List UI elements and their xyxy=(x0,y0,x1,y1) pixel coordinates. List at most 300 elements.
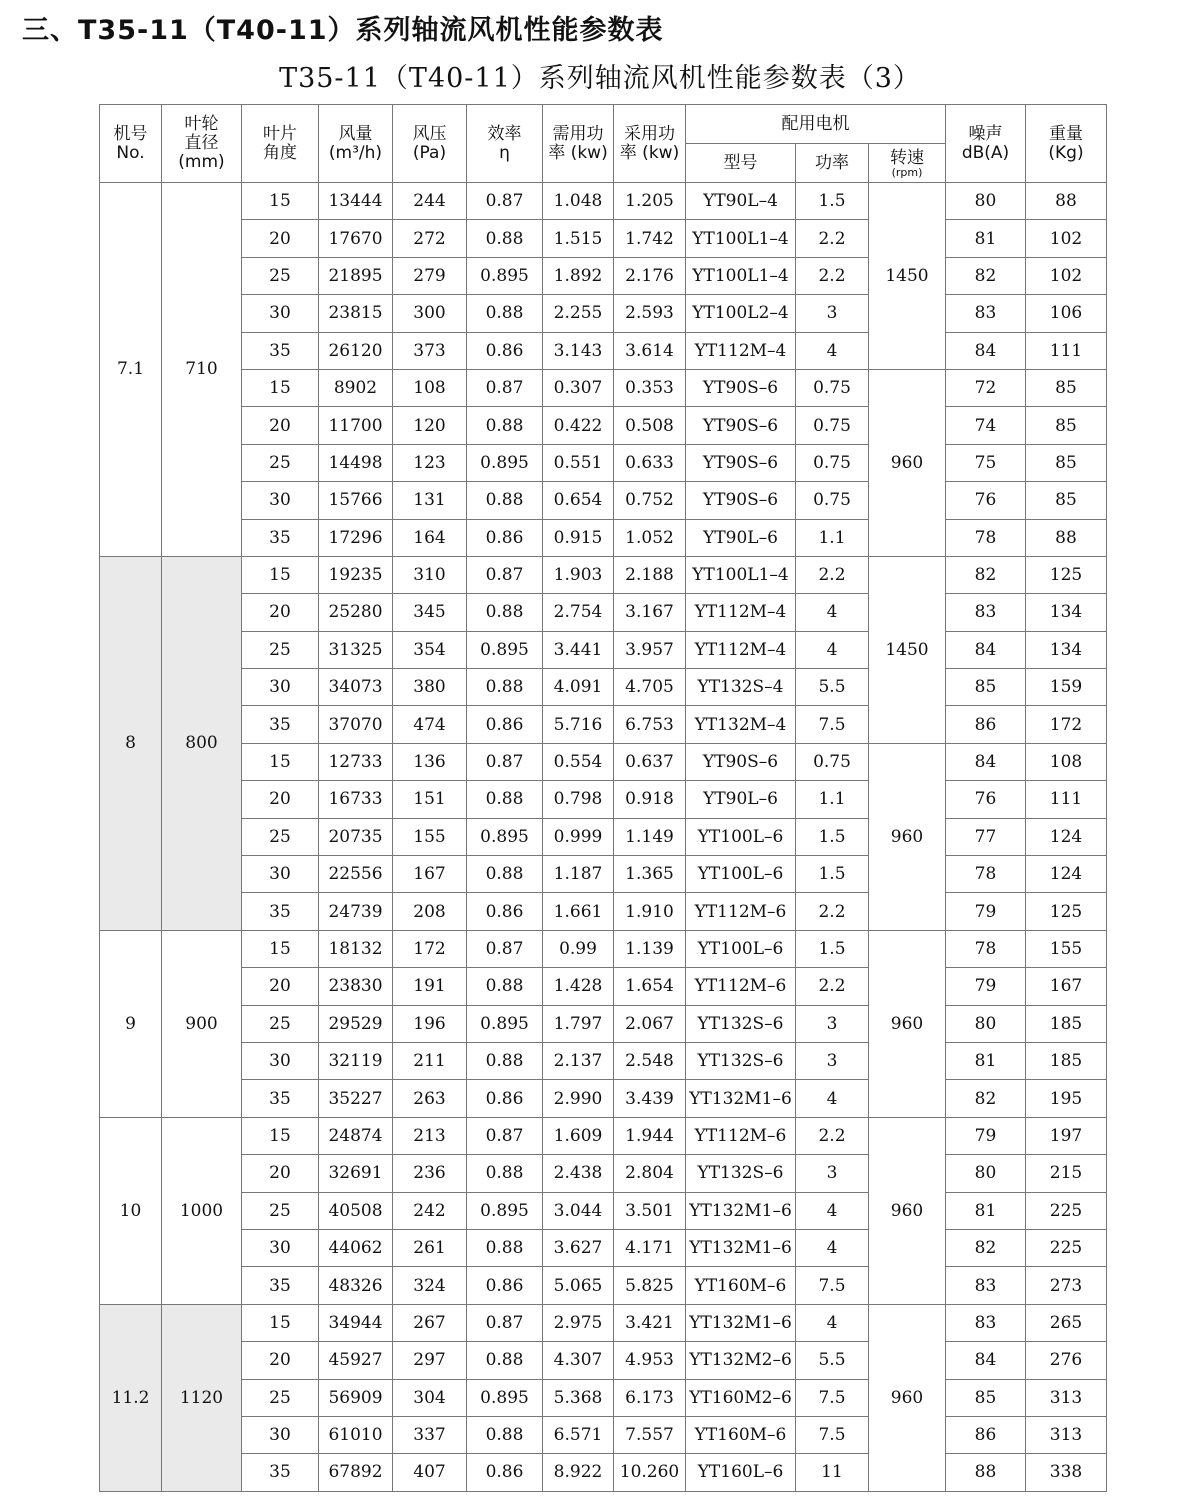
cell-pressure: 354 xyxy=(393,631,467,668)
table-row xyxy=(100,1454,1107,1491)
cell-blade-angle: 20 xyxy=(242,781,319,818)
cell-used-power: 3.957 xyxy=(614,631,686,668)
cell-motor-model: YT112M–4 xyxy=(686,332,796,369)
cell-used-power: 2.067 xyxy=(614,1005,686,1042)
cell-weight: 273 xyxy=(1026,1267,1107,1304)
cell-noise: 80 xyxy=(946,183,1026,220)
cell-motor-model: YT100L–6 xyxy=(686,856,796,893)
table-row xyxy=(100,1042,1107,1079)
cell-pressure: 407 xyxy=(393,1454,467,1491)
cell-machine-no: 7.1 xyxy=(100,183,162,557)
cell-blade-angle: 25 xyxy=(242,257,319,294)
cell-efficiency: 0.895 xyxy=(467,257,543,294)
cell-required-power: 0.554 xyxy=(543,743,614,780)
cell-air-flow: 34073 xyxy=(319,669,393,706)
cell-pressure: 297 xyxy=(393,1342,467,1379)
cell-pressure: 172 xyxy=(393,930,467,967)
cell-weight: 155 xyxy=(1026,930,1107,967)
cell-air-flow: 34944 xyxy=(319,1304,393,1341)
cell-air-flow: 25280 xyxy=(319,594,393,631)
cell-pressure: 213 xyxy=(393,1117,467,1154)
cell-noise: 76 xyxy=(946,482,1026,519)
cell-pressure: 244 xyxy=(393,183,467,220)
cell-used-power: 3.614 xyxy=(614,332,686,369)
cell-blade-angle: 15 xyxy=(242,556,319,593)
cell-used-power: 1.742 xyxy=(614,220,686,257)
cell-air-flow: 12733 xyxy=(319,743,393,780)
cell-air-flow: 40508 xyxy=(319,1192,393,1229)
cell-motor-speed: 1450 xyxy=(869,556,946,743)
cell-air-flow: 26120 xyxy=(319,332,393,369)
cell-pressure: 151 xyxy=(393,781,467,818)
cell-required-power: 2.255 xyxy=(543,295,614,332)
cell-pressure: 211 xyxy=(393,1042,467,1079)
cell-motor-power: 5.5 xyxy=(796,669,869,706)
cell-pressure: 279 xyxy=(393,257,467,294)
cell-used-power: 1.052 xyxy=(614,519,686,556)
cell-required-power: 6.571 xyxy=(543,1416,614,1453)
cell-used-power: 1.205 xyxy=(614,183,686,220)
table-row xyxy=(100,1342,1107,1379)
cell-used-power: 3.501 xyxy=(614,1192,686,1229)
cell-motor-power: 1.5 xyxy=(796,818,869,855)
cell-motor-model: YT132M1–6 xyxy=(686,1304,796,1341)
cell-required-power: 5.716 xyxy=(543,706,614,743)
cell-noise: 84 xyxy=(946,743,1026,780)
cell-motor-model: YT112M–4 xyxy=(686,631,796,668)
cell-used-power: 4.953 xyxy=(614,1342,686,1379)
cell-noise: 80 xyxy=(946,1155,1026,1192)
cell-weight: 265 xyxy=(1026,1304,1107,1341)
cell-weight: 197 xyxy=(1026,1117,1107,1154)
table-row xyxy=(100,1117,1107,1154)
cell-efficiency: 0.895 xyxy=(467,444,543,481)
cell-weight: 124 xyxy=(1026,818,1107,855)
cell-weight: 225 xyxy=(1026,1229,1107,1266)
cell-motor-speed: 960 xyxy=(869,930,946,1117)
cell-weight: 167 xyxy=(1026,968,1107,1005)
cell-pressure: 155 xyxy=(393,818,467,855)
table-row xyxy=(100,669,1107,706)
cell-air-flow: 17296 xyxy=(319,519,393,556)
cell-motor-power: 3 xyxy=(796,1005,869,1042)
cell-required-power: 8.922 xyxy=(543,1454,614,1491)
cell-efficiency: 0.88 xyxy=(467,1155,543,1192)
cell-motor-power: 4 xyxy=(796,1304,869,1341)
table-header xyxy=(100,105,1107,183)
cell-blade-angle: 20 xyxy=(242,407,319,444)
cell-weight: 338 xyxy=(1026,1454,1107,1491)
cell-used-power: 0.633 xyxy=(614,444,686,481)
cell-used-power: 4.705 xyxy=(614,669,686,706)
cell-required-power: 1.661 xyxy=(543,893,614,930)
table-row xyxy=(100,556,1107,593)
cell-motor-power: 7.5 xyxy=(796,1267,869,1304)
cell-used-power: 7.557 xyxy=(614,1416,686,1453)
header-noise: 噪声 dB(A) xyxy=(946,105,1026,183)
cell-noise: 79 xyxy=(946,893,1026,930)
cell-required-power: 3.044 xyxy=(543,1192,614,1229)
cell-blade-angle: 25 xyxy=(242,631,319,668)
cell-weight: 85 xyxy=(1026,369,1107,406)
cell-pressure: 131 xyxy=(393,482,467,519)
cell-pressure: 310 xyxy=(393,556,467,593)
cell-noise: 88 xyxy=(946,1454,1026,1491)
header-motor-model: 型号 xyxy=(686,144,796,183)
table-row xyxy=(100,183,1107,220)
header-air-flow: 风量 (m³/h) xyxy=(319,105,393,183)
cell-pressure: 337 xyxy=(393,1416,467,1453)
cell-noise: 85 xyxy=(946,1379,1026,1416)
table-row xyxy=(100,968,1107,1005)
cell-motor-model: YT132S–4 xyxy=(686,669,796,706)
cell-machine-no: 9 xyxy=(100,930,162,1117)
cell-weight: 85 xyxy=(1026,444,1107,481)
cell-blade-angle: 20 xyxy=(242,220,319,257)
cell-used-power: 3.439 xyxy=(614,1080,686,1117)
cell-motor-power: 0.75 xyxy=(796,369,869,406)
cell-machine-no: 10 xyxy=(100,1117,162,1304)
cell-impeller-diameter: 1000 xyxy=(162,1117,242,1304)
cell-noise: 78 xyxy=(946,519,1026,556)
cell-used-power: 0.918 xyxy=(614,781,686,818)
cell-motor-model: YT132M2–6 xyxy=(686,1342,796,1379)
cell-noise: 74 xyxy=(946,407,1026,444)
cell-efficiency: 0.87 xyxy=(467,743,543,780)
table-row xyxy=(100,1229,1107,1266)
cell-required-power: 0.99 xyxy=(543,930,614,967)
cell-weight: 125 xyxy=(1026,893,1107,930)
cell-efficiency: 0.88 xyxy=(467,295,543,332)
cell-air-flow: 13444 xyxy=(319,183,393,220)
header-efficiency: 效率 η xyxy=(467,105,543,183)
cell-motor-power: 4 xyxy=(796,332,869,369)
cell-noise: 84 xyxy=(946,1342,1026,1379)
table-row xyxy=(100,930,1107,967)
cell-used-power: 10.260 xyxy=(614,1454,686,1491)
cell-pressure: 261 xyxy=(393,1229,467,1266)
cell-noise: 80 xyxy=(946,1005,1026,1042)
cell-noise: 86 xyxy=(946,1416,1026,1453)
page-heading: 三、T35-11（T40-11）系列轴流风机性能参数表 xyxy=(22,15,664,46)
table-row xyxy=(100,369,1107,406)
cell-motor-model: YT112M–6 xyxy=(686,1117,796,1154)
cell-weight: 88 xyxy=(1026,519,1107,556)
cell-efficiency: 0.895 xyxy=(467,631,543,668)
cell-noise: 84 xyxy=(946,332,1026,369)
cell-efficiency: 0.88 xyxy=(467,1042,543,1079)
cell-efficiency: 0.88 xyxy=(467,407,543,444)
cell-motor-model: YT90S–6 xyxy=(686,369,796,406)
cell-air-flow: 8902 xyxy=(319,369,393,406)
cell-used-power: 0.637 xyxy=(614,743,686,780)
cell-air-flow: 35227 xyxy=(319,1080,393,1117)
cell-pressure: 300 xyxy=(393,295,467,332)
cell-weight: 276 xyxy=(1026,1342,1107,1379)
cell-motor-model: YT112M–6 xyxy=(686,893,796,930)
cell-blade-angle: 15 xyxy=(242,369,319,406)
table-row xyxy=(100,220,1107,257)
cell-efficiency: 0.88 xyxy=(467,856,543,893)
header-motor: 配用电机 xyxy=(686,105,946,144)
cell-noise: 83 xyxy=(946,1304,1026,1341)
header-machine-no: 机号 No. xyxy=(100,105,162,183)
cell-pressure: 208 xyxy=(393,893,467,930)
cell-air-flow: 45927 xyxy=(319,1342,393,1379)
cell-noise: 83 xyxy=(946,1267,1026,1304)
cell-efficiency: 0.88 xyxy=(467,594,543,631)
cell-blade-angle: 35 xyxy=(242,519,319,556)
cell-pressure: 196 xyxy=(393,1005,467,1042)
cell-pressure: 108 xyxy=(393,369,467,406)
table-row xyxy=(100,743,1107,780)
header-required-power: 需用功 率 (kw) xyxy=(543,105,614,183)
cell-pressure: 304 xyxy=(393,1379,467,1416)
cell-blade-angle: 15 xyxy=(242,183,319,220)
cell-air-flow: 24874 xyxy=(319,1117,393,1154)
cell-efficiency: 0.86 xyxy=(467,706,543,743)
cell-motor-power: 1.5 xyxy=(796,930,869,967)
cell-noise: 78 xyxy=(946,930,1026,967)
cell-blade-angle: 25 xyxy=(242,1192,319,1229)
cell-air-flow: 61010 xyxy=(319,1416,393,1453)
cell-blade-angle: 20 xyxy=(242,1155,319,1192)
cell-motor-power: 0.75 xyxy=(796,407,869,444)
cell-blade-angle: 30 xyxy=(242,482,319,519)
cell-weight: 159 xyxy=(1026,669,1107,706)
cell-used-power: 1.149 xyxy=(614,818,686,855)
cell-motor-power: 3 xyxy=(796,1155,869,1192)
cell-pressure: 120 xyxy=(393,407,467,444)
cell-motor-model: YT100L2–4 xyxy=(686,295,796,332)
table-row xyxy=(100,257,1107,294)
cell-blade-angle: 25 xyxy=(242,1379,319,1416)
cell-used-power: 1.365 xyxy=(614,856,686,893)
table-row xyxy=(100,856,1107,893)
cell-motor-model: YT90L–6 xyxy=(686,781,796,818)
cell-used-power: 5.825 xyxy=(614,1267,686,1304)
cell-required-power: 0.422 xyxy=(543,407,614,444)
cell-used-power: 0.508 xyxy=(614,407,686,444)
cell-efficiency: 0.895 xyxy=(467,1379,543,1416)
cell-noise: 77 xyxy=(946,818,1026,855)
cell-used-power: 6.753 xyxy=(614,706,686,743)
cell-motor-power: 4 xyxy=(796,1192,869,1229)
cell-pressure: 164 xyxy=(393,519,467,556)
cell-efficiency: 0.87 xyxy=(467,1117,543,1154)
cell-efficiency: 0.87 xyxy=(467,1304,543,1341)
cell-motor-model: YT100L–6 xyxy=(686,818,796,855)
cell-blade-angle: 35 xyxy=(242,1080,319,1117)
cell-efficiency: 0.88 xyxy=(467,781,543,818)
cell-motor-model: YT160M2–6 xyxy=(686,1379,796,1416)
table-row xyxy=(100,295,1107,332)
cell-weight: 134 xyxy=(1026,631,1107,668)
cell-air-flow: 48326 xyxy=(319,1267,393,1304)
cell-weight: 108 xyxy=(1026,743,1107,780)
cell-required-power: 2.754 xyxy=(543,594,614,631)
cell-required-power: 5.065 xyxy=(543,1267,614,1304)
table-title: T35-11（T40-11）系列轴流风机性能参数表（3） xyxy=(279,63,921,94)
cell-motor-model: YT100L1–4 xyxy=(686,220,796,257)
cell-blade-angle: 35 xyxy=(242,1454,319,1491)
cell-motor-power: 0.75 xyxy=(796,444,869,481)
cell-efficiency: 0.86 xyxy=(467,332,543,369)
cell-air-flow: 17670 xyxy=(319,220,393,257)
cell-motor-model: YT90S–6 xyxy=(686,407,796,444)
cell-required-power: 0.915 xyxy=(543,519,614,556)
cell-noise: 82 xyxy=(946,257,1026,294)
cell-air-flow: 22556 xyxy=(319,856,393,893)
cell-air-flow: 21895 xyxy=(319,257,393,294)
cell-motor-model: YT132M1–6 xyxy=(686,1229,796,1266)
performance-table xyxy=(99,104,1107,1492)
cell-used-power: 2.548 xyxy=(614,1042,686,1079)
cell-blade-angle: 25 xyxy=(242,818,319,855)
cell-pressure: 191 xyxy=(393,968,467,1005)
cell-pressure: 123 xyxy=(393,444,467,481)
cell-required-power: 0.307 xyxy=(543,369,614,406)
cell-air-flow: 20735 xyxy=(319,818,393,855)
cell-noise: 83 xyxy=(946,295,1026,332)
cell-weight: 125 xyxy=(1026,556,1107,593)
cell-required-power: 2.438 xyxy=(543,1155,614,1192)
cell-air-flow: 67892 xyxy=(319,1454,393,1491)
cell-efficiency: 0.895 xyxy=(467,1192,543,1229)
cell-pressure: 236 xyxy=(393,1155,467,1192)
cell-air-flow: 32119 xyxy=(319,1042,393,1079)
cell-motor-model: YT100L1–4 xyxy=(686,257,796,294)
table-row xyxy=(100,781,1107,818)
cell-required-power: 0.551 xyxy=(543,444,614,481)
cell-required-power: 1.892 xyxy=(543,257,614,294)
cell-motor-power: 2.2 xyxy=(796,1117,869,1154)
cell-motor-power: 7.5 xyxy=(796,1416,869,1453)
cell-blade-angle: 20 xyxy=(242,1342,319,1379)
cell-pressure: 136 xyxy=(393,743,467,780)
cell-weight: 185 xyxy=(1026,1042,1107,1079)
cell-pressure: 474 xyxy=(393,706,467,743)
cell-blade-angle: 30 xyxy=(242,669,319,706)
cell-efficiency: 0.87 xyxy=(467,930,543,967)
cell-pressure: 272 xyxy=(393,220,467,257)
cell-weight: 102 xyxy=(1026,257,1107,294)
cell-motor-power: 1.5 xyxy=(796,183,869,220)
cell-blade-angle: 30 xyxy=(242,295,319,332)
cell-motor-speed: 960 xyxy=(869,743,946,930)
header-weight: 重量 (Kg) xyxy=(1026,105,1107,183)
cell-required-power: 1.903 xyxy=(543,556,614,593)
cell-air-flow: 56909 xyxy=(319,1379,393,1416)
cell-air-flow: 23830 xyxy=(319,968,393,1005)
cell-motor-power: 7.5 xyxy=(796,706,869,743)
cell-air-flow: 16733 xyxy=(319,781,393,818)
table-row xyxy=(100,1304,1107,1341)
cell-used-power: 0.752 xyxy=(614,482,686,519)
table-row xyxy=(100,1080,1107,1117)
cell-motor-power: 5.5 xyxy=(796,1342,869,1379)
cell-used-power: 3.167 xyxy=(614,594,686,631)
cell-blade-angle: 15 xyxy=(242,743,319,780)
cell-motor-model: YT90L–4 xyxy=(686,183,796,220)
cell-pressure: 263 xyxy=(393,1080,467,1117)
cell-weight: 225 xyxy=(1026,1192,1107,1229)
cell-weight: 124 xyxy=(1026,856,1107,893)
cell-weight: 313 xyxy=(1026,1379,1107,1416)
cell-motor-model: YT90S–6 xyxy=(686,482,796,519)
cell-efficiency: 0.88 xyxy=(467,220,543,257)
cell-noise: 83 xyxy=(946,594,1026,631)
cell-motor-power: 4 xyxy=(796,1080,869,1117)
cell-used-power: 3.421 xyxy=(614,1304,686,1341)
cell-efficiency: 0.88 xyxy=(467,1342,543,1379)
cell-blade-angle: 15 xyxy=(242,1117,319,1154)
cell-weight: 195 xyxy=(1026,1080,1107,1117)
cell-motor-model: YT90S–6 xyxy=(686,444,796,481)
cell-pressure: 324 xyxy=(393,1267,467,1304)
cell-motor-model: YT132S–6 xyxy=(686,1005,796,1042)
cell-blade-angle: 15 xyxy=(242,1304,319,1341)
cell-noise: 86 xyxy=(946,706,1026,743)
header-blade-angle: 叶片 角度 xyxy=(242,105,319,183)
cell-blade-angle: 25 xyxy=(242,444,319,481)
cell-weight: 106 xyxy=(1026,295,1107,332)
cell-pressure: 380 xyxy=(393,669,467,706)
cell-required-power: 2.990 xyxy=(543,1080,614,1117)
cell-impeller-diameter: 710 xyxy=(162,183,242,557)
cell-air-flow: 44062 xyxy=(319,1229,393,1266)
table-row xyxy=(100,1005,1107,1042)
cell-blade-angle: 30 xyxy=(242,1416,319,1453)
cell-required-power: 5.368 xyxy=(543,1379,614,1416)
cell-weight: 111 xyxy=(1026,332,1107,369)
cell-required-power: 0.999 xyxy=(543,818,614,855)
cell-used-power: 4.171 xyxy=(614,1229,686,1266)
cell-noise: 78 xyxy=(946,856,1026,893)
cell-required-power: 2.975 xyxy=(543,1304,614,1341)
cell-motor-speed: 960 xyxy=(869,1304,946,1491)
cell-required-power: 3.441 xyxy=(543,631,614,668)
cell-efficiency: 0.86 xyxy=(467,1267,543,1304)
cell-motor-model: YT90S–6 xyxy=(686,743,796,780)
table-body xyxy=(100,183,1107,1492)
cell-motor-model: YT160M–6 xyxy=(686,1416,796,1453)
cell-air-flow: 31325 xyxy=(319,631,393,668)
cell-efficiency: 0.895 xyxy=(467,818,543,855)
cell-motor-power: 4 xyxy=(796,631,869,668)
cell-weight: 85 xyxy=(1026,482,1107,519)
cell-motor-power: 1.1 xyxy=(796,519,869,556)
cell-blade-angle: 35 xyxy=(242,1267,319,1304)
table-row xyxy=(100,332,1107,369)
cell-efficiency: 0.88 xyxy=(467,482,543,519)
cell-machine-no: 11.2 xyxy=(100,1304,162,1491)
cell-pressure: 167 xyxy=(393,856,467,893)
table-row xyxy=(100,519,1107,556)
cell-noise: 82 xyxy=(946,1080,1026,1117)
cell-motor-model: YT132M1–6 xyxy=(686,1080,796,1117)
cell-weight: 185 xyxy=(1026,1005,1107,1042)
cell-required-power: 0.654 xyxy=(543,482,614,519)
table-row xyxy=(100,893,1107,930)
header-impeller-diameter: 叶轮 直径 (mm) xyxy=(162,105,242,183)
cell-noise: 82 xyxy=(946,556,1026,593)
cell-motor-power: 4 xyxy=(796,1229,869,1266)
header-pressure: 风压 (Pa) xyxy=(393,105,467,183)
cell-air-flow: 14498 xyxy=(319,444,393,481)
cell-motor-model: YT112M–4 xyxy=(686,594,796,631)
cell-blade-angle: 30 xyxy=(242,1229,319,1266)
